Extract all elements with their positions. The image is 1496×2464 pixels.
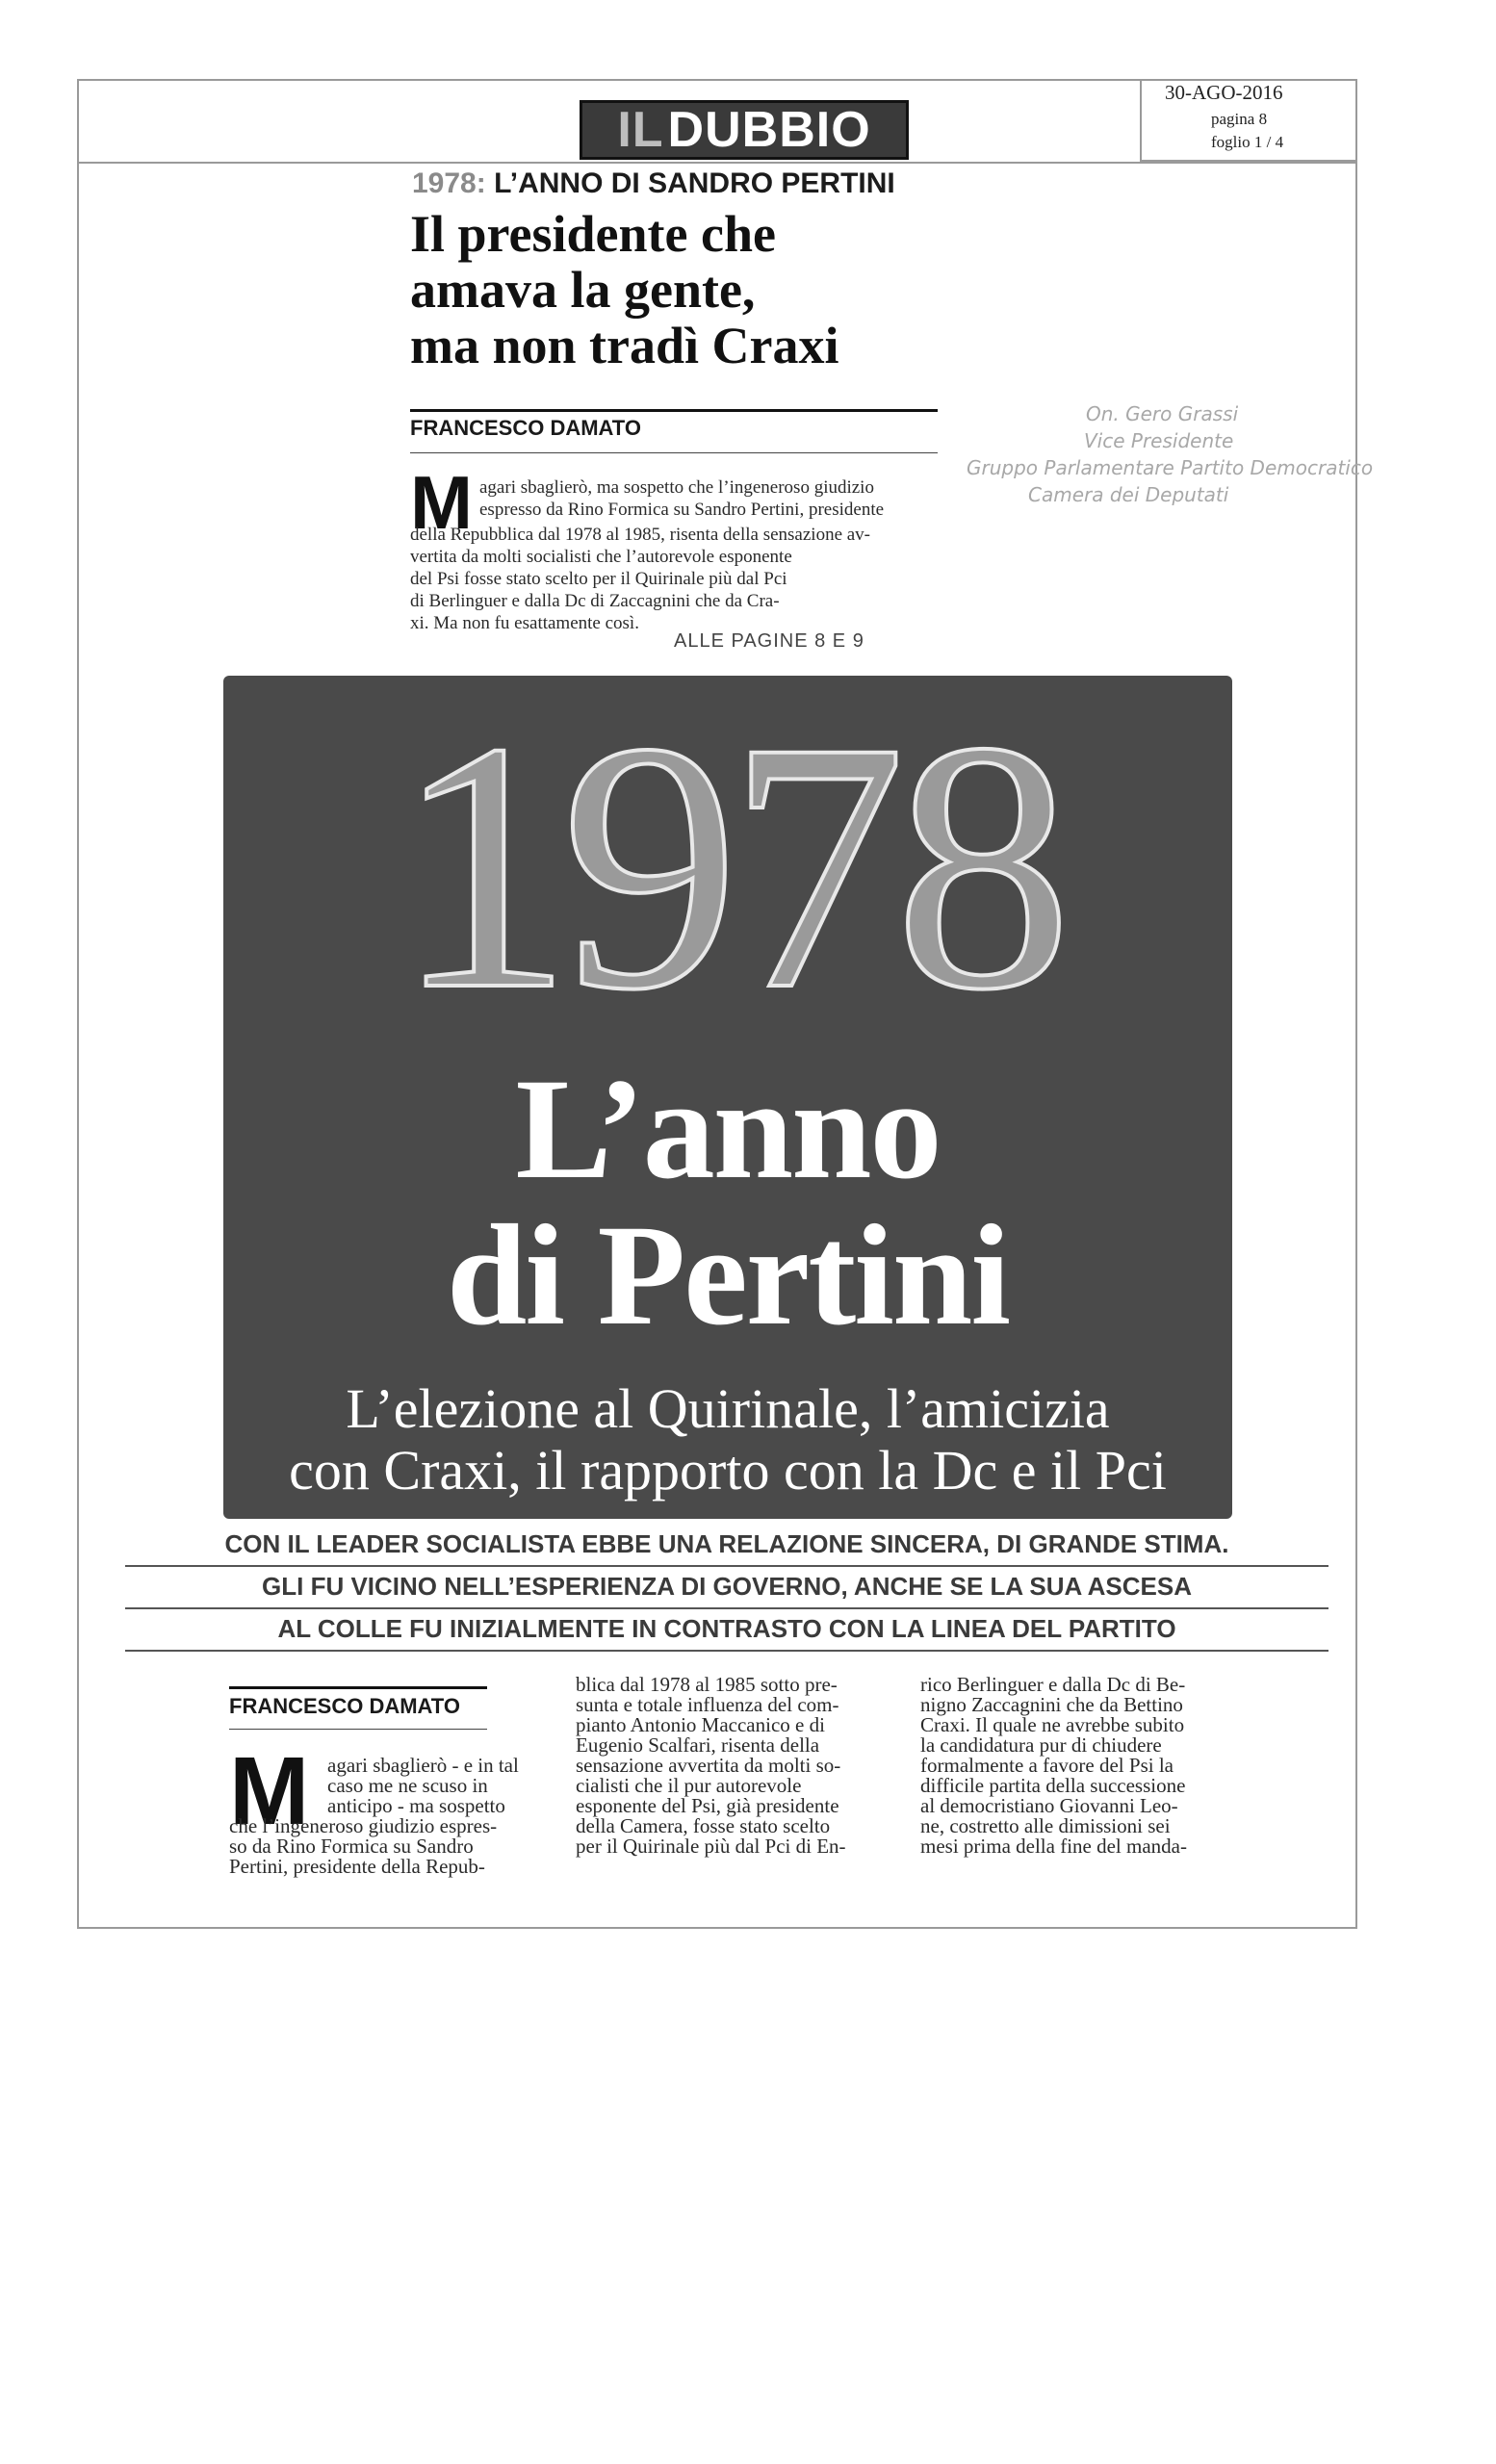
kicker-year: 1978: <box>412 167 486 199</box>
article-column-1-top <box>327 1756 519 1816</box>
feature-title-line2: di Pertini <box>446 1195 1010 1355</box>
article-line: pianto Antonio Maccanico e di <box>576 1713 825 1736</box>
byline-rule-top <box>410 409 938 412</box>
stamp-line: Camera dei Deputati <box>1028 483 1229 506</box>
article-line: che l’ingeneroso giudizio espres- <box>229 1814 498 1837</box>
deck <box>125 1525 1328 1652</box>
feature-title-line1: L’anno <box>515 1049 941 1209</box>
pages-reference: ALLE PAGINE 8 E 9 <box>674 630 864 652</box>
lead-line: espresso da Rino Formica su Sandro Pertini, presidente <box>479 500 885 520</box>
article-line: sensazione avvertita da molti so- <box>576 1754 841 1777</box>
article-line: formalmente a favore del Psi la <box>920 1754 1174 1777</box>
kicker-text: L’ANNO DI SANDRO PERTINI <box>485 167 895 199</box>
byline: FRANCESCO DAMATO <box>410 416 641 440</box>
stamp-line: Gruppo Parlamentare Partito Democratico <box>967 456 1374 479</box>
feature-subtitle-line: L’elezione al Quirinale, l’amicizia <box>346 1377 1110 1440</box>
feature-year: 1978 <box>395 669 1061 1064</box>
article-byline-rule-bottom <box>229 1729 487 1730</box>
headline <box>410 206 1026 373</box>
lead-line: di Berlinguer e dalla Dc di Zaccagnini che da Cra- <box>410 591 780 611</box>
byline-rule-bottom <box>410 452 938 453</box>
article-line: rico Berlinguer e dalla Dc di Be- <box>920 1673 1186 1696</box>
lead-line: xi. Ma non fu esattamente così. <box>410 613 639 633</box>
kicker <box>412 167 895 200</box>
article-line: Craxi. Il quale ne avrebbe subito <box>920 1713 1185 1736</box>
article-line: la candidatura pur di chiudere <box>920 1733 1162 1757</box>
article-line: mesi prima della fine del manda- <box>920 1835 1187 1858</box>
clipping-date: 30-AGO-2016 <box>1165 81 1283 104</box>
article-byline-rule-top <box>229 1686 487 1689</box>
lead-dropcap: M <box>410 460 473 545</box>
lead-line: della Repubblica dal 1978 al 1985, risenta della sensazione av- <box>410 525 871 545</box>
feature-subtitle-line: con Craxi, il rapporto con la Dc e il Pci <box>289 1439 1167 1502</box>
lead-line: del Psi fosse stato scelto per il Quirinale più dal Pci <box>410 569 787 589</box>
clipping-sheet: foglio 1 / 4 <box>1211 133 1284 151</box>
article-line: anticipo - ma sospetto <box>327 1794 505 1817</box>
deck-line: GLI FU VICINO NELL’ESPERIENZA DI GOVERNO, ANCHE SE LA SUA ASCESA <box>125 1567 1328 1609</box>
lead-first-lines <box>479 476 1057 521</box>
deputy-stamp <box>967 400 1406 508</box>
article-line: ne, costretto alle dimissioni sei <box>920 1814 1171 1837</box>
lead-line: agari sbaglierò, ma sospetto che l’ingeneroso giudizio <box>479 477 874 498</box>
headline-line: Il presidente che <box>410 205 776 263</box>
article-dropcap: M <box>229 1737 310 1845</box>
header-rule <box>77 162 1357 164</box>
lead-paragraph <box>410 524 1026 634</box>
article-line: della Camera, fosse stato scelto <box>576 1814 831 1837</box>
lead-line: vertita da molti socialisti che l’autorevole esponente <box>410 547 792 567</box>
clipping-page: pagina 8 <box>1211 110 1268 128</box>
article-line: al democristiano Giovanni Leo- <box>920 1794 1178 1817</box>
headline-line: amava la gente, <box>410 261 756 319</box>
article-line: cialisti che il pur autorevole <box>576 1774 802 1797</box>
article-line: blica dal 1978 al 1985 sotto pre- <box>576 1673 838 1696</box>
deck-line: AL COLLE FU INIZIALMENTE IN CONTRASTO CON LA LINEA DEL PARTITO <box>125 1609 1328 1652</box>
article-line: sunta e totale influenza del com- <box>576 1693 839 1716</box>
article-line: caso me ne scuso in <box>327 1774 488 1797</box>
article-line: difficile partita della successione <box>920 1774 1186 1797</box>
article-line: so da Rino Formica su Sandro <box>229 1835 474 1858</box>
article-line: per il Quirinale più dal Pci di En- <box>576 1835 846 1858</box>
article-byline: FRANCESCO DAMATO <box>229 1694 460 1718</box>
article-line: Eugenio Scalfari, risenta della <box>576 1733 820 1757</box>
article-line: nigno Zaccagnini che da Bettino <box>920 1693 1183 1716</box>
deck-line: CON IL LEADER SOCIALISTA EBBE UNA RELAZIONE SINCERA, DI GRANDE STIMA. <box>125 1525 1328 1567</box>
feature-subtitle <box>223 1378 1232 1502</box>
newspaper-masthead <box>580 100 909 160</box>
stamp-line: Vice Presidente <box>1084 429 1234 452</box>
stamp-line: On. Gero Grassi <box>1086 402 1239 425</box>
article-column-3 <box>920 1675 1187 1857</box>
article-line: Pertini, presidente della Repub- <box>229 1855 485 1878</box>
masthead-name: DUBBIO <box>667 102 871 158</box>
article-column-2 <box>576 1675 846 1857</box>
article-line: esponente del Psi, già presidente <box>576 1794 839 1817</box>
article-line: agari sbaglierò - e in tal <box>327 1754 519 1777</box>
headline-line: ma non tradì Craxi <box>410 317 839 374</box>
article-column-1 <box>229 1816 497 1877</box>
masthead-prefix: IL <box>617 102 664 158</box>
